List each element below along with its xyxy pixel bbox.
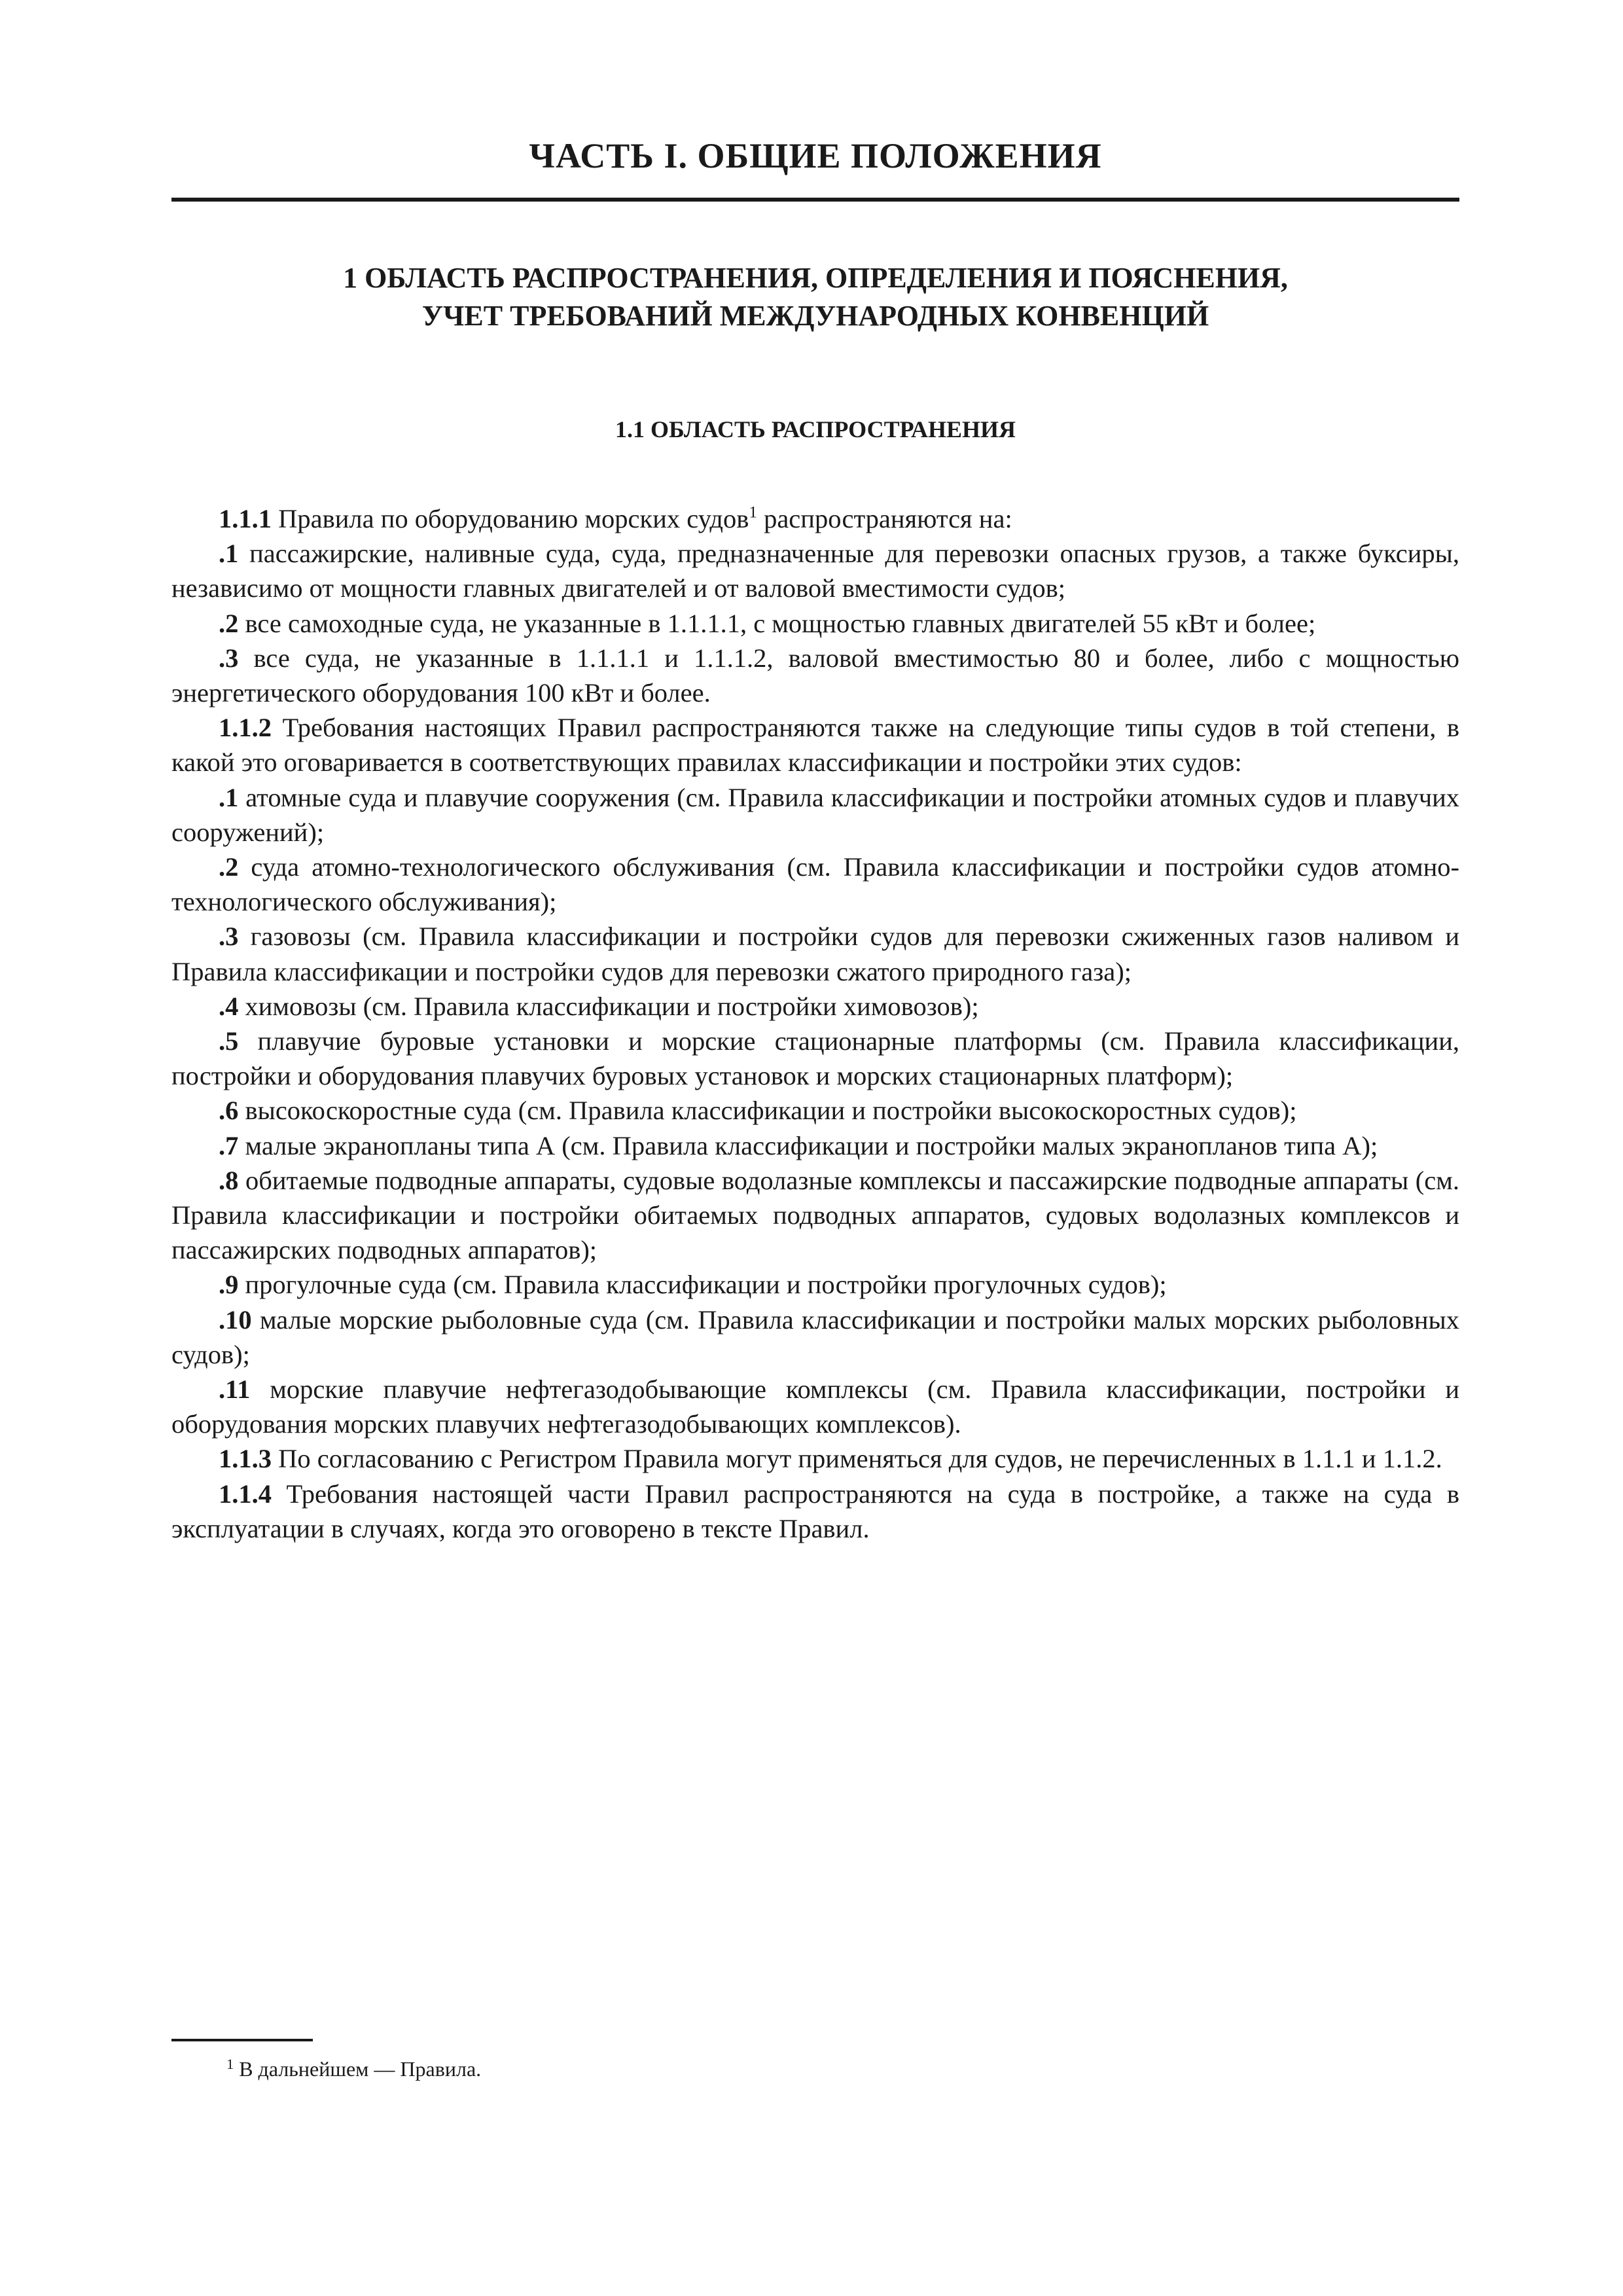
item-text: обитаемые подводные аппараты, судовые водолазные комплексы и пассажирские подводные аппараты (см. Правила классификации и постройки обитаемых подводных аппаратов, судовых водолазных комплексов и пассажирских подводных аппаратов); [171, 1165, 1459, 1265]
paragraph-text: По согласованию с Регистром Правила могут применяться для судов, не перечисленных в 1.1.1 и 1.1.2. [272, 1444, 1442, 1474]
item-text: малые экранопланы типа А (см. Правила классификации и постройки малых экранопланов типа А); [238, 1130, 1378, 1160]
paragraph-1-1-3 [171, 1441, 1459, 1476]
part-title: ЧАСТЬ I. ОБЩИЕ ПОЛОЖЕНИЯ [529, 136, 1102, 175]
list-item [171, 850, 1459, 919]
section-title [171, 259, 1459, 335]
paragraph-number: 1.1.1 [219, 504, 272, 533]
item-number: .2 [219, 608, 239, 638]
item-text: прогулочные суда (см. Правила классификации и постройки прогулочных судов); [238, 1270, 1167, 1300]
paragraph-number: 1.1.3 [219, 1444, 272, 1474]
list-item [171, 1163, 1459, 1268]
section-title-line-2: УЧЕТ ТРЕБОВАНИЙ МЕЖДУНАРОДНЫХ КОНВЕНЦИЙ [421, 300, 1209, 332]
item-text: все самоходные суда, не указанные в 1.1.1.1, с мощностью главных двигателей 55 кВт и более; [238, 608, 1316, 638]
paragraph-text: распространяются на: [757, 504, 1012, 533]
list-item [171, 1267, 1459, 1302]
list-item [171, 1372, 1459, 1441]
section-title-line-1: 1 ОБЛАСТЬ РАСПРОСТРАНЕНИЯ, ОПРЕДЕЛЕНИЯ И ПОЯСНЕНИЯ, [343, 262, 1288, 294]
footnote-text: В дальнейшем — Правила. [234, 2057, 482, 2081]
item-text: газовозы (см. Правила классификации и постройки судов для перевозки сжиженных газов наливом и Правила классификации и постройки судов для перевозки сжатого природного газа); [171, 922, 1459, 986]
item-number: .3 [219, 643, 239, 673]
item-text: малые морские рыболовные суда (см. Правила классификации и постройки малых морских рыболовных судов); [171, 1304, 1459, 1369]
item-number: .5 [219, 1026, 239, 1056]
paragraph-number: 1.1.4 [219, 1479, 272, 1509]
list-item [171, 1024, 1459, 1093]
item-number: .1 [219, 539, 239, 569]
item-number: .8 [219, 1165, 239, 1195]
item-text: все суда, не указанные в 1.1.1.1 и 1.1.1.2, валовой вместимостью 80 и более, либо с мощностью энергетического оборудования 100 кВт и более. [171, 643, 1459, 708]
list-item [171, 989, 1459, 1024]
subsection-title: 1.1 ОБЛАСТЬ РАСПРОСТРАНЕНИЯ [615, 416, 1016, 442]
item-number: .6 [219, 1096, 239, 1126]
item-number: .3 [219, 922, 239, 952]
paragraph-number: 1.1.2 [219, 713, 272, 743]
paragraph-text: Требования настоящей части Правил распространяются на суда в постройке, а также на суда в эксплуатации в случаях, когда это оговорено в тексте Правил. [171, 1479, 1459, 1543]
list-item [171, 606, 1459, 641]
list-item [171, 536, 1459, 605]
item-number: .1 [219, 782, 239, 812]
item-number: .7 [219, 1130, 239, 1160]
footnote-reference: 1 [749, 503, 757, 522]
list-item [171, 919, 1459, 988]
item-number: .2 [219, 852, 239, 882]
list-item [171, 780, 1459, 850]
paragraph-text: Правила по оборудованию морских судов [272, 504, 749, 533]
item-text: химовозы (см. Правила классификации и постройки химовозов); [238, 991, 979, 1021]
title-underline [171, 198, 1459, 202]
footnote-mark: 1 [226, 2055, 234, 2072]
body-text [171, 501, 1459, 1546]
list-item [171, 1093, 1459, 1128]
list-item [171, 1128, 1459, 1163]
footnote-separator [171, 2039, 313, 2041]
item-number: .10 [219, 1304, 252, 1335]
item-text: суда атомно-технологического обслуживания (см. Правила классификации и постройки судов атомно-технологического обслуживания); [171, 852, 1459, 917]
paragraph-text: Требования настоящих Правил распространяются также на следующие типы судов в той степени, в какой это оговаривается в соответствующих правилах классификации и постройки этих судов: [171, 713, 1459, 778]
item-number: .4 [219, 991, 239, 1021]
paragraph-1-1-4 [171, 1477, 1459, 1546]
item-text: высокоскоростные суда (см. Правила классификации и постройки высокоскоростных судов); [238, 1096, 1297, 1126]
list-item [171, 641, 1459, 710]
paragraph-1-1-2 [171, 710, 1459, 780]
item-text: пассажирские, наливные суда, суда, предназначенные для перевозки опасных грузов, а также буксиры, независимо от мощности главных двигателей и от валовой вместимости судов; [171, 539, 1459, 603]
item-number: .9 [219, 1270, 239, 1300]
footnote [226, 2055, 481, 2083]
item-text: атомные суда и плавучие сооружения (см. Правила классификации и постройки атомных судов и плавучих сооружений); [171, 782, 1459, 847]
item-text: плавучие буровые установки и морские стационарные платформы (см. Правила классификации, постройки и оборудования плавучих буровых установок и морских стационарных платформ); [171, 1026, 1459, 1091]
item-number: .11 [219, 1374, 251, 1405]
item-text: морские плавучие нефтегазодобывающие комплексы (см. Правила классификации, постройки и оборудования морских плавучих нефтегазодобывающих комплексов). [171, 1374, 1459, 1439]
list-item [171, 1302, 1459, 1372]
paragraph-1-1-1 [171, 501, 1459, 536]
